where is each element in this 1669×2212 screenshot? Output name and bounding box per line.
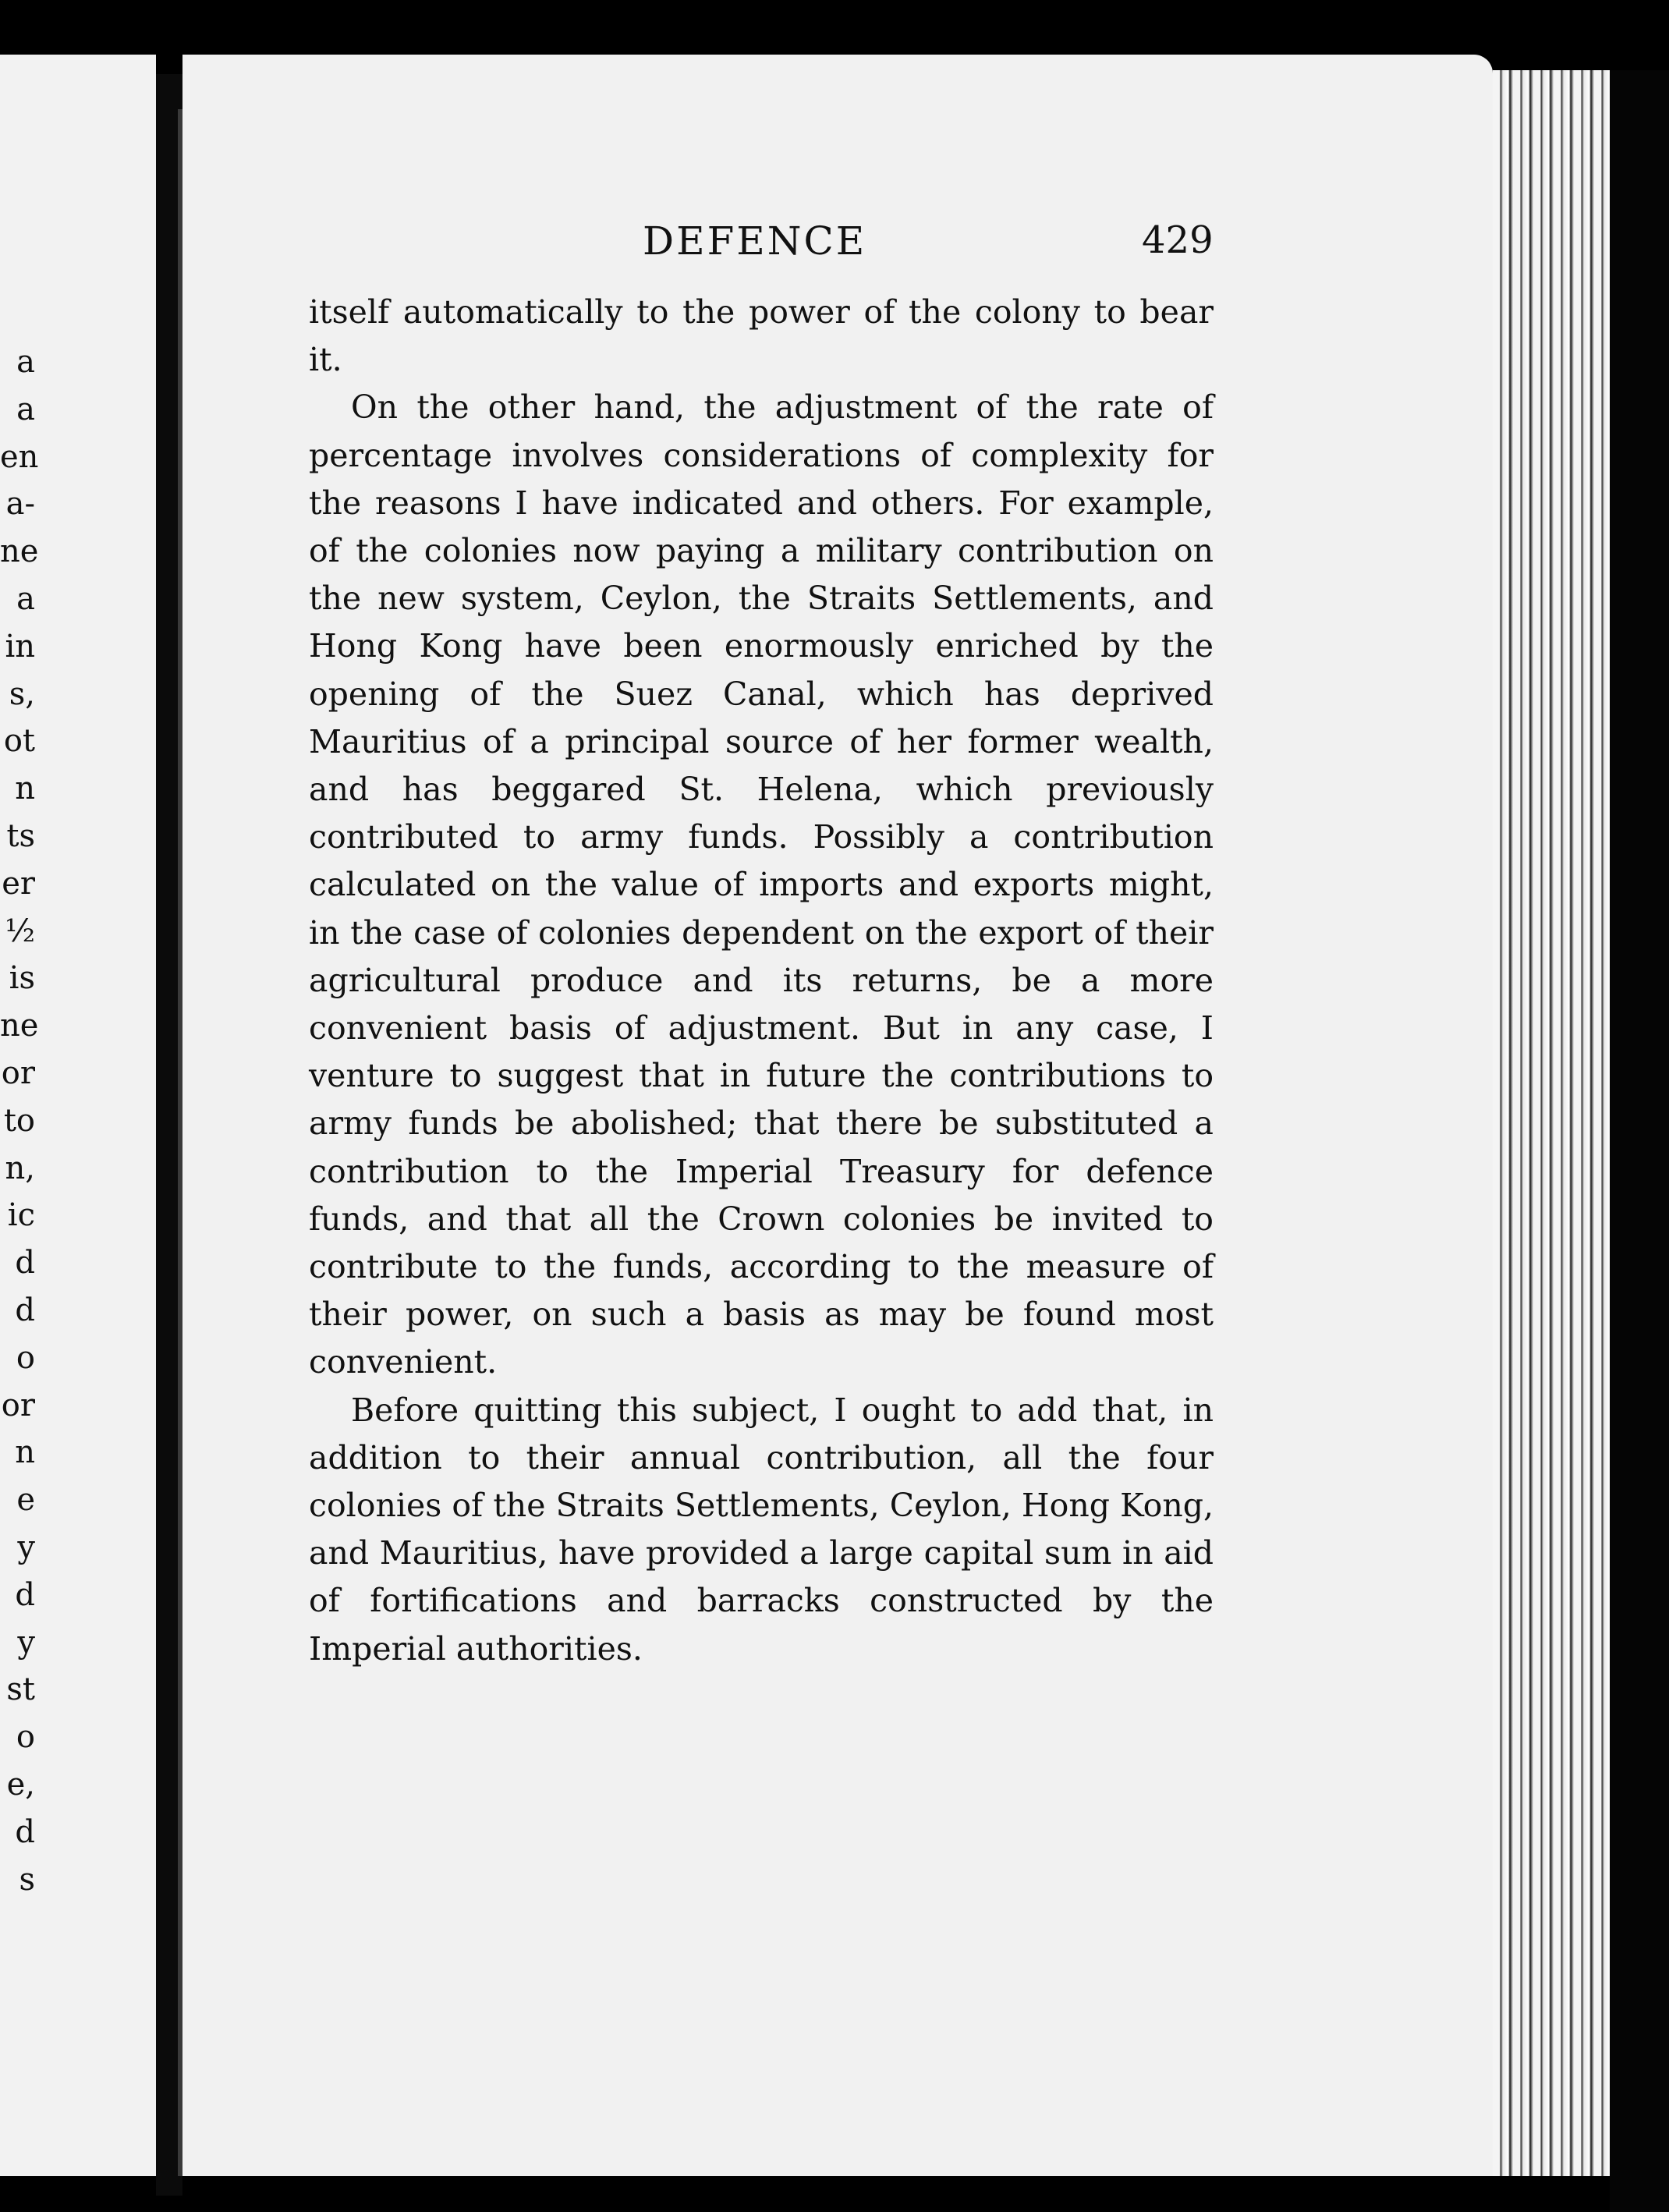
previous-page-fragment: n bbox=[15, 1434, 35, 1471]
previous-page-fragment: e bbox=[16, 1482, 35, 1519]
previous-page-fragment: a bbox=[16, 391, 35, 427]
page-stack-edge bbox=[1493, 70, 1610, 2176]
previous-page-fragment: ½ bbox=[5, 913, 35, 949]
previous-page-fragment: y bbox=[17, 1530, 35, 1565]
scan-border bbox=[1610, 70, 1669, 2212]
previous-page-fragment: st bbox=[6, 1671, 35, 1708]
previous-page-fragment: or bbox=[1, 1055, 35, 1091]
running-title: DEFENCE bbox=[643, 218, 867, 264]
previous-page-fragment: is bbox=[9, 960, 35, 997]
previous-page-edge bbox=[0, 55, 156, 2176]
book-page bbox=[182, 55, 1493, 2176]
previous-page-fragment: or bbox=[1, 1387, 35, 1423]
previous-page-fragment: n bbox=[15, 771, 35, 807]
paragraph-capital-sum: Before quitting this subject, I ought to add that, in addition to their annual contribution, all the four colonies of the Straits Settlements, Ceylon, Hong Kong, and Mauritius, have provided a large capital sum in aid of fortifications and barracks constructed by the Imperial authorities. bbox=[309, 1391, 1214, 1668]
previous-page-fragment: to bbox=[3, 1102, 35, 1139]
previous-page-fragment: s, bbox=[9, 675, 35, 712]
previous-page-fragment: a- bbox=[5, 486, 35, 523]
previous-page-fragment: a bbox=[16, 344, 35, 380]
previous-page-fragment: o bbox=[16, 1339, 35, 1376]
previous-page-fragment: d bbox=[15, 1245, 35, 1281]
previous-page-fragment: ts bbox=[6, 818, 35, 854]
paragraph-continued: itself automatically to the power of the colony to bear it. bbox=[309, 293, 1214, 379]
previous-page-fragment: ic bbox=[7, 1197, 35, 1234]
previous-page-fragment: n, bbox=[5, 1150, 35, 1186]
page-number: 429 bbox=[1142, 218, 1214, 262]
previous-page-fragment: en bbox=[0, 438, 39, 475]
previous-page-fragment: ot bbox=[3, 723, 35, 760]
previous-page-fragment: ne bbox=[0, 1008, 39, 1044]
previous-page-fragment: s bbox=[19, 1861, 35, 1898]
previous-page-fragment: d bbox=[15, 1292, 35, 1328]
previous-page-fragment: e, bbox=[6, 1767, 35, 1803]
previous-page-fragment: ne bbox=[0, 534, 39, 570]
paragraph-adjustment: On the other hand, the adjustment of the rate of percentage involves considerations of complexity for the reasons I have indicated and others. For example, of the colonies now paying a military contribution on the new system, Ceylon, the Straits Settlements, and Hong Kong have been enormously enriched by the opening of the Suez Canal, which has deprived Mauritius of a principal source of her former wealth, and has beggared St. Helena, which previously contributed to army funds. Possibly a contribution calculated on the value of imports and exports might, in the case of colonies dependent on the export of their agricultural produce and its returns, be a more convenient basis of adjustment. But in any case, I venture to suggest that in future the contributions to army funds be abolished; that there be substituted a contribution to the Imperial Treasury for defence funds, and that all the Crown colonies be invited to contribute to the funds, according to the measure of their power, on such a basis as may be found most convenient. bbox=[309, 388, 1214, 1381]
previous-page-fragment: a bbox=[16, 581, 35, 617]
body-text bbox=[309, 289, 1214, 1673]
previous-page-fragment: o bbox=[16, 1719, 35, 1756]
previous-page-fragment: y bbox=[17, 1624, 35, 1661]
running-head bbox=[182, 218, 1493, 273]
previous-page-fragment: d bbox=[15, 1576, 35, 1613]
previous-page-fragment: d bbox=[15, 1813, 35, 1850]
previous-page-fragment: in bbox=[5, 628, 35, 665]
previous-page-fragment: er bbox=[2, 865, 35, 902]
